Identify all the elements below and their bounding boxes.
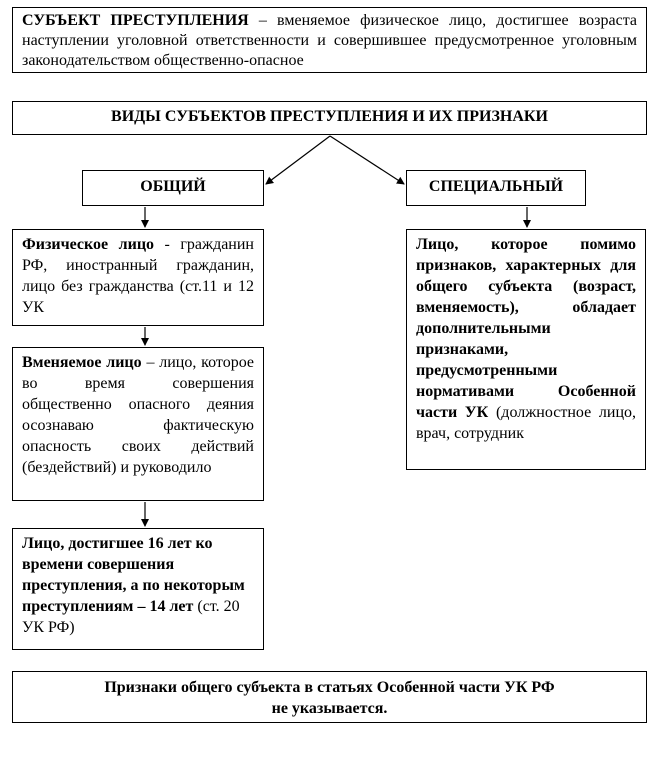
footer-line1: Признаки общего субъекта в статьях Особенной части УК РФ	[104, 679, 555, 696]
general-title: ОБЩИЙ	[140, 178, 206, 195]
special-subject-text: (должностное лицо, врач, сотрудник	[416, 404, 637, 442]
arrow-to-special	[330, 136, 404, 184]
special-title: СПЕЦИАЛЬНЫЙ	[428, 178, 564, 195]
footer-line2: не указывается.	[271, 700, 388, 717]
special-subject-box	[406, 229, 646, 470]
types-title: ВИДЫ СУБЪЕКТОВ ПРЕСТУПЛЕНИЯ И ИХ ПРИЗНАКИ	[111, 108, 548, 125]
sane-person-box	[12, 347, 264, 501]
special-title-box	[406, 170, 586, 206]
age-text-ref: (ст. 20 УК РФ)	[22, 598, 240, 636]
age-box	[12, 528, 264, 650]
physical-person-term: Физическое лицо	[22, 236, 155, 253]
sane-person-text: – лицо, которое во время совершения общественно опасного деяния осознаваю фактическую опасность своих действий (бездействий) и руководило	[22, 354, 254, 476]
sane-person-term: Вменяемое лицо	[22, 354, 142, 371]
definition-term: СУБЪЕКТ ПРЕСТУПЛЕНИЯ	[22, 12, 249, 29]
arrow-to-general	[266, 136, 330, 184]
definition-box	[12, 7, 647, 73]
special-subject-text-bold: Лицо, которое помимо признаков, характерных для общего субъекта (возраст, вменяемость), обладает дополнительными признаками, предусмотренными нормативами Особенной части УК	[416, 236, 636, 421]
general-title-box	[82, 170, 264, 206]
definition-text: – вменяемое физическое лицо, достигшее возраста наступлении уголовной ответственности и совершившее предусмотренное уголовным законодательством общественно-опасное	[22, 12, 637, 69]
physical-person-text: - гражданин РФ, иностранный гражданин, лицо без гражданства (ст.11 и 12 УК	[22, 236, 254, 316]
age-text-bold: Лицо, достигшее 16 лет ко времени совершения преступления, а по некоторым преступлениям – 14 лет	[22, 535, 245, 615]
physical-person-box	[12, 229, 264, 326]
footer-box	[12, 671, 647, 723]
types-title-box	[12, 101, 647, 135]
